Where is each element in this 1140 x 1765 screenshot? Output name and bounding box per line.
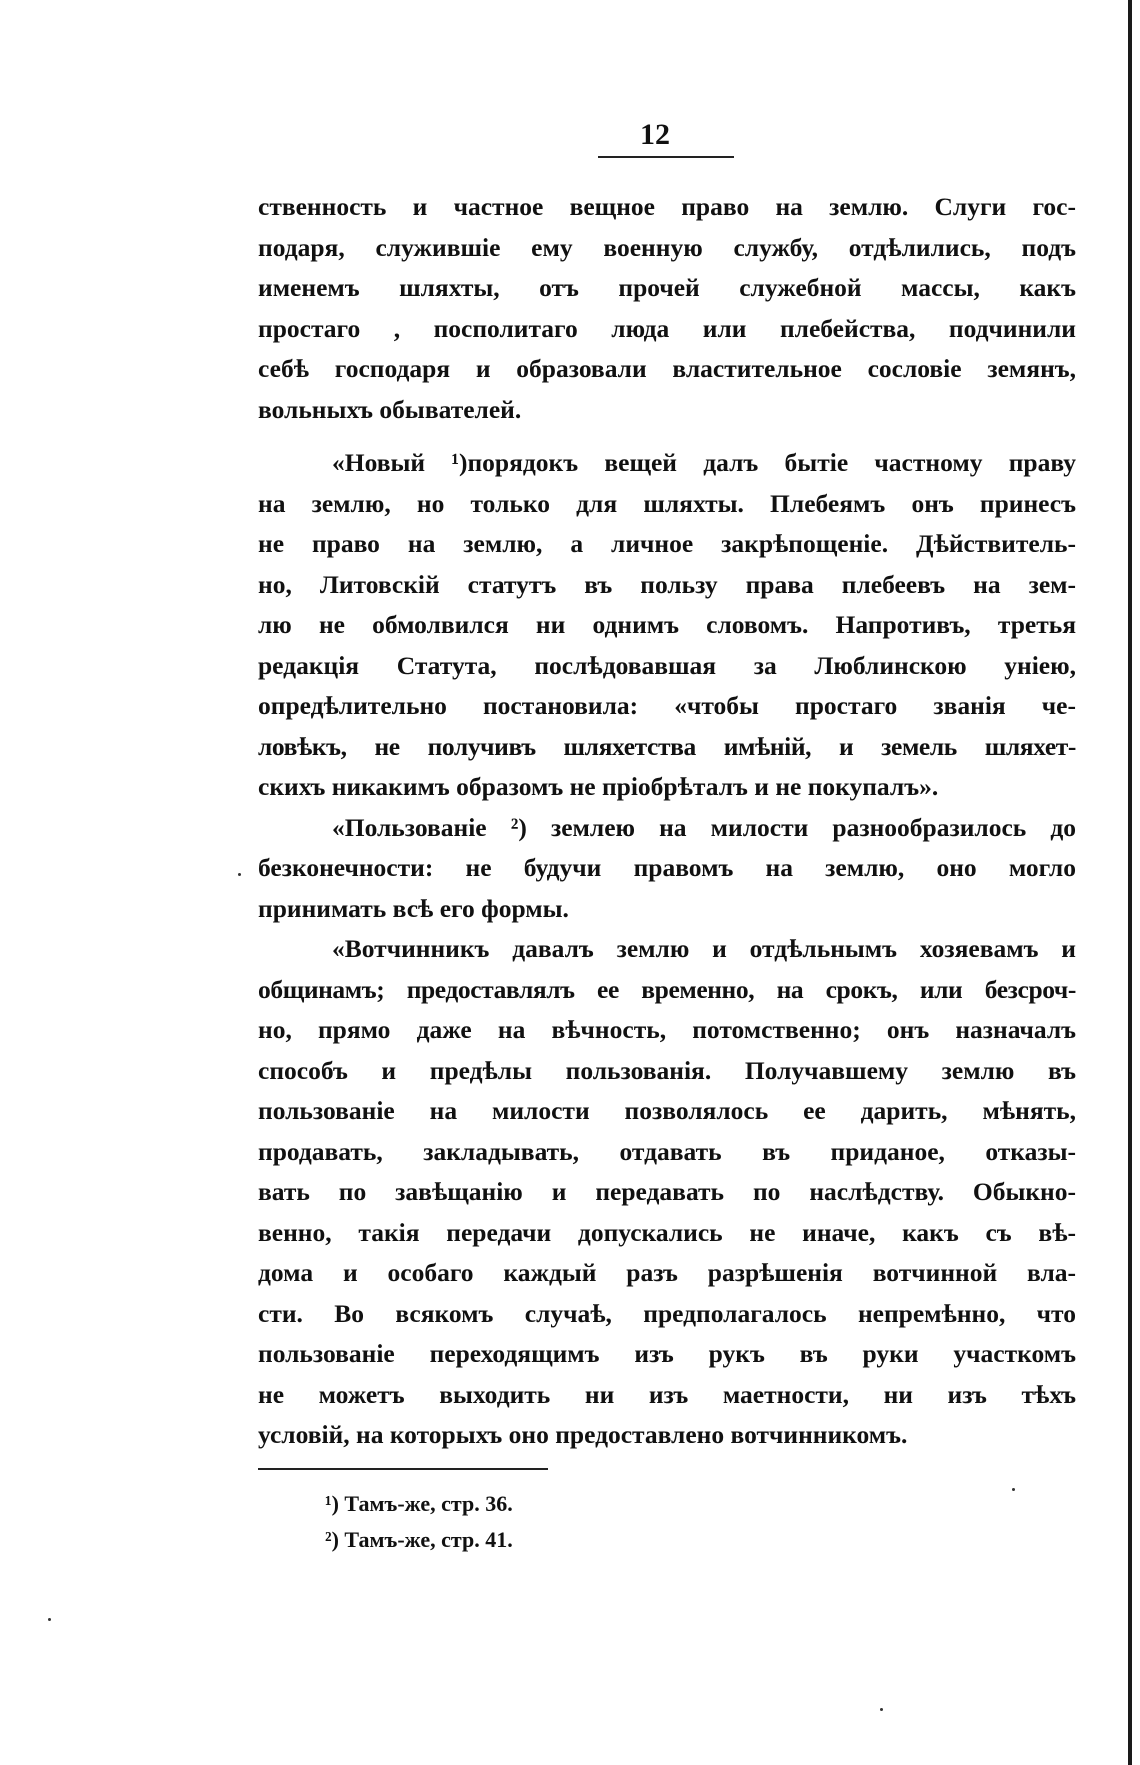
text-line: принимать всѣ его формы.	[258, 893, 569, 923]
text-line: безконечности: не будучи правомъ на землю, оно могло	[258, 853, 1076, 882]
text-line: редакція Статута, послѣдовавшая за Люблинскою уніею,	[258, 650, 1076, 680]
scan-speck	[1012, 1488, 1015, 1491]
text-line: на землю, но только для шляхты. Плебеямъ онъ принесъ	[258, 488, 1076, 518]
text-line: опредѣлительно постановила: «чтобы простаго званія че-	[258, 691, 1076, 720]
text-line: пользованіе на милости позволялось ее дарить, мѣнять,	[258, 1096, 1076, 1125]
footnotes	[325, 1486, 513, 1558]
text-line: «Новый ¹)порядокъ вещей далъ бытіе частному праву	[332, 448, 1076, 477]
text-line: пользованіе переходящимъ изъ рукъ въ руки участкомъ	[258, 1339, 1076, 1368]
text-line: лю не обмолвился ни однимъ словомъ. Напротивъ, третья	[258, 610, 1076, 639]
text-line: ловѣкъ, не получивъ шляхетства имѣній, и земель шляхет-	[258, 731, 1076, 761]
page-number-rule	[598, 156, 734, 158]
text-line: «Пользованіе ²) землею на милости разнообразилось до	[332, 812, 1076, 842]
text-line: скихъ никакимъ образомъ не пріобрѣталъ и не покупалъ».	[258, 772, 939, 801]
text-line: вольныхъ обывателей.	[258, 394, 522, 424]
page-number: 12	[640, 118, 670, 151]
footnote-1: ¹) Тамъ-же, стр. 36.	[325, 1491, 513, 1516]
scan-speck	[880, 1708, 883, 1711]
text-line: простаго , посполитаго люда или плебейства, подчинили	[258, 313, 1076, 343]
text-line: венно, такія передачи допускались не иначе, какъ съ вѣ-	[258, 1217, 1076, 1247]
text-line: условій, на которыхъ оно предоставлено вотчинникомъ.	[258, 1420, 908, 1449]
text-line: именемъ шляхты, отъ прочей служебной массы, какъ	[258, 273, 1076, 302]
text-line: «Вотчинникъ давалъ землю и отдѣльнымъ хозяевамъ и	[332, 934, 1076, 963]
text-line: но, Литовскій статутъ въ пользу права плебеевъ на зем-	[258, 569, 1076, 599]
scan-speck	[48, 1618, 51, 1621]
text-line: не право на землю, а личное закрѣпощеніе. Дѣйствитель-	[258, 529, 1076, 558]
text-line: но, прямо даже на вѣчность, потомственно; онъ назначалъ	[258, 1015, 1076, 1044]
text-line: себѣ господаря и образовали властительное сословіе земянъ,	[258, 354, 1076, 383]
text-line: сти. Во всякомъ случаѣ, предполагалось непремѣнно, что	[258, 1298, 1076, 1328]
text-line: способъ и предѣлы пользованія. Получавшему землю въ	[258, 1055, 1076, 1085]
page-edge-border	[1128, 0, 1132, 1765]
text-line: не можетъ выходить ни изъ маетности, ни изъ тѣхъ	[258, 1379, 1076, 1409]
text-line: дома и особаго каждый разъ разрѣшенія вотчинной вла-	[258, 1258, 1076, 1287]
scan-speck	[238, 873, 241, 876]
body-text	[258, 187, 1076, 1456]
footnote-rule	[258, 1468, 548, 1470]
text-line: общинамъ; предоставлялъ ее временно, на срокъ, или безсроч-	[258, 974, 1076, 1004]
text-line: подаря, служившіе ему военную службу, отдѣлились, подъ	[258, 232, 1076, 262]
text-line: ственность и частное вещное право на землю. Слуги гос-	[258, 192, 1076, 221]
paragraph-gap	[258, 430, 1076, 443]
text-line: вать по завѣщанію и передавать по наслѣдству. Обыкно-	[258, 1177, 1076, 1206]
footnote-2: ²) Тамъ-же, стр. 41.	[325, 1527, 513, 1552]
text-line: продавать, закладывать, отдавать въ приданое, отказы-	[258, 1136, 1076, 1166]
